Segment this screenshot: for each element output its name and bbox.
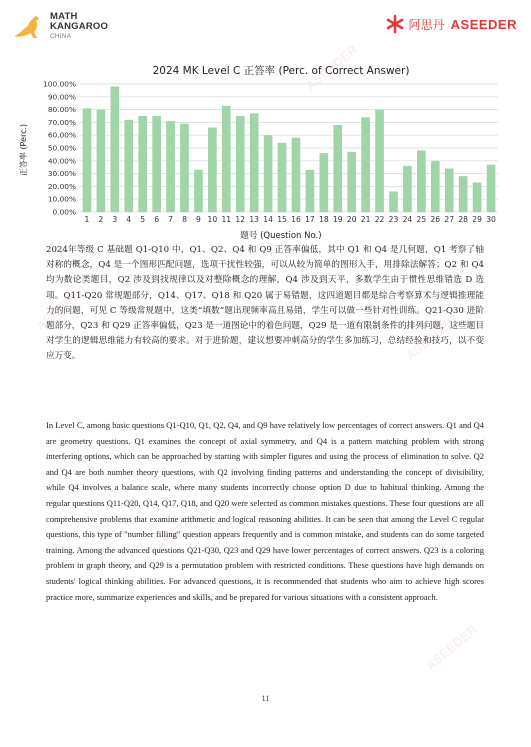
y-tick-label: 40.00% xyxy=(47,156,76,166)
bar-q4 xyxy=(124,120,133,212)
analysis-paragraph-english: In Level C, among basic questions Q1-Q10, Q1, Q2, Q4, and Q9 have relatively low percentages of correct answers. Q1 and Q4 are geometry questions. Q1 examines the concept of axial symmetry, and Q4 is a pattern matching problem with strong interfering options, which can be approached by starting with simpler figures and using the process of elimination to solve. Q2 and Q4 are both number theory questions, with Q2 involving finding patterns and understanding the concept of divisibility, while Q4 involves a balance scale, where many students incorrectly choose option D due to habitual thinking. Among the regular questions Q11-Q20, Q14, Q17, Q18, and Q20 were selected as common mistakes questions. These four questions are all comprehensive problems that examine arithmetic and logical reasoning abilities. It can be seen that among the Level C regular questions, this type of "number filling" question appears frequently and is common mistake, and students can do some targeted training. Among the advanced questions Q21-Q30, Q23 and Q29 have lower percentages of correct answers. Q23 is a coloring problem in graph theory, and Q29 is a permutation problem with restricted conditions. These questions have high demands on students' logical thinking abilities. For advanced questions, it is recommended that students who aim to achieve high scores practice more, summarize experiences and skills, and be prepared for various situations with a consistent approach. xyxy=(46,420,484,602)
x-tick-label: 28 xyxy=(458,215,469,224)
x-tick-label: 21 xyxy=(360,215,371,224)
x-tick-label: 2 xyxy=(98,215,104,224)
x-tick-label: 11 xyxy=(221,215,232,224)
bar-q28 xyxy=(459,176,468,212)
watermark: ASEEDER xyxy=(32,281,91,334)
bar-q7 xyxy=(166,121,175,212)
x-tick-label: 3 xyxy=(112,215,118,224)
bar-q17 xyxy=(306,170,315,212)
bar-q29 xyxy=(473,183,482,212)
correct-rate-chart xyxy=(18,60,513,255)
x-tick-label: 15 xyxy=(277,215,287,224)
bar-q6 xyxy=(152,116,161,212)
y-tick-label: 20.00% xyxy=(47,181,76,191)
watermark: ASEEDER xyxy=(152,501,211,554)
y-tick-label: 50.00% xyxy=(47,143,76,153)
bar-q20 xyxy=(347,152,356,212)
x-tick-label: 9 xyxy=(196,215,201,224)
x-tick-label: 14 xyxy=(263,215,273,224)
bar-q15 xyxy=(278,143,287,212)
bar-q9 xyxy=(194,170,203,212)
kangaroo-icon xyxy=(12,14,46,40)
bar-q26 xyxy=(431,161,440,212)
bar-q3 xyxy=(111,87,120,212)
bar-q14 xyxy=(264,135,273,212)
bar-q11 xyxy=(222,106,231,212)
bar-q16 xyxy=(292,138,301,212)
logo-line-1: MATH xyxy=(50,11,78,22)
analysis-paragraph-chinese: 2024年等级 C 基础题 Q1-Q10 中，Q1、Q2、Q4 和 Q9 正答率偏低，其中 Q1 和 Q4 是几何题，Q1 考察了轴对称的概念，Q4 是一个图形匹配问题，选项干扰性较强，可以从较为简单的图形入手，用排除法解答；Q2 和 Q4 均为数论类题目，Q2 涉及到找规律以及对整除概念的理解，Q4 涉及到天平，多数学生由于惯性思维错选 D 选项。Q11-Q20 常规题部分，Q14、Q17、Q18 和 Q20 属于易错题，这四道题目都是综合考察算术与逻辑推理能力的问题，可见 C 等级常规题中，这类“填数”题出现频率高且易错，学生可以做一些针对性训练。Q21-Q30 进阶题部分，Q23 和 Q29 正答率偏低，Q23 是一道图论中的着色问题，Q29 是一道有限制条件的排列问题，这些题目对学生的逻辑思维能力有较高的要求。对于进阶题，建议想要冲刺高分的学生多加练习，总结经验和技巧，以不变应万变。 xyxy=(46,245,484,362)
y-tick-label: 0.00% xyxy=(52,207,76,217)
aseeder-asterisk-icon xyxy=(385,14,405,34)
x-tick-label: 1 xyxy=(84,215,90,224)
bar-q18 xyxy=(320,153,329,212)
bar-q12 xyxy=(236,116,245,212)
bar-q24 xyxy=(403,166,412,212)
x-tick-label: 5 xyxy=(140,215,146,224)
bar-q30 xyxy=(487,165,496,212)
chart-y-axis-label: 正答率 (Perc.) xyxy=(19,123,28,177)
x-tick-label: 20 xyxy=(346,215,357,224)
page-header xyxy=(0,0,531,50)
math-kangaroo-logo xyxy=(12,12,108,42)
bar-q1 xyxy=(83,108,92,212)
x-tick-label: 27 xyxy=(444,215,455,224)
x-tick-label: 12 xyxy=(235,215,246,224)
chart-x-axis-label: 题号 (Question No.) xyxy=(240,231,322,241)
aseeder-logo xyxy=(385,14,517,34)
x-tick-label: 30 xyxy=(486,215,496,224)
x-tick-label: 26 xyxy=(430,215,441,224)
x-tick-label: 17 xyxy=(305,215,315,224)
x-tick-label: 7 xyxy=(168,215,173,224)
bar-q19 xyxy=(333,125,342,212)
y-tick-label: 10.00% xyxy=(47,194,76,204)
logo-line-2: KANGAROO xyxy=(50,21,109,32)
brand-name-cn: 阿思丹 xyxy=(408,17,445,32)
y-tick-label: 90.00% xyxy=(47,92,76,102)
x-tick-label: 13 xyxy=(249,215,260,224)
x-tick-label: 24 xyxy=(402,215,413,224)
bar-q23 xyxy=(389,192,398,212)
x-tick-label: 25 xyxy=(416,215,427,224)
logo-line-3: CHINA xyxy=(50,33,72,40)
y-tick-label: 30.00% xyxy=(47,169,76,179)
y-tick-label: 70.00% xyxy=(47,117,76,127)
x-tick-label: 6 xyxy=(154,215,160,224)
chart-title: 2024 MK Level C 正答率 (Perc. of Correct Answer) xyxy=(152,65,410,77)
bar-q27 xyxy=(445,168,454,212)
bar-q25 xyxy=(417,151,426,212)
x-tick-label: 23 xyxy=(388,215,399,224)
y-tick-label: 100.00% xyxy=(43,79,76,89)
x-tick-label: 29 xyxy=(472,215,482,224)
page-number: 11 xyxy=(261,694,270,703)
bar-q2 xyxy=(97,110,106,212)
bar-chart-svg xyxy=(18,60,513,255)
x-tick-label: 18 xyxy=(318,215,329,224)
bar-q22 xyxy=(375,110,384,212)
bar-q21 xyxy=(361,117,370,212)
x-tick-label: 19 xyxy=(332,215,343,224)
x-tick-label: 22 xyxy=(374,215,385,224)
bar-q5 xyxy=(138,116,147,212)
y-tick-label: 80.00% xyxy=(47,105,76,115)
watermark: ASEEDER xyxy=(302,41,361,94)
x-tick-label: 16 xyxy=(291,215,301,224)
watermark: ASEEDER xyxy=(422,621,481,674)
brand-name-en: ASEEDER xyxy=(450,16,517,32)
watermark: ASEEDER xyxy=(402,311,461,364)
x-tick-label: 4 xyxy=(126,215,132,224)
bar-q10 xyxy=(208,128,217,212)
y-tick-label: 60.00% xyxy=(47,130,76,140)
bar-q13 xyxy=(250,113,259,212)
bar-q8 xyxy=(180,124,189,212)
x-tick-label: 8 xyxy=(182,215,187,224)
x-tick-label: 10 xyxy=(207,215,218,224)
